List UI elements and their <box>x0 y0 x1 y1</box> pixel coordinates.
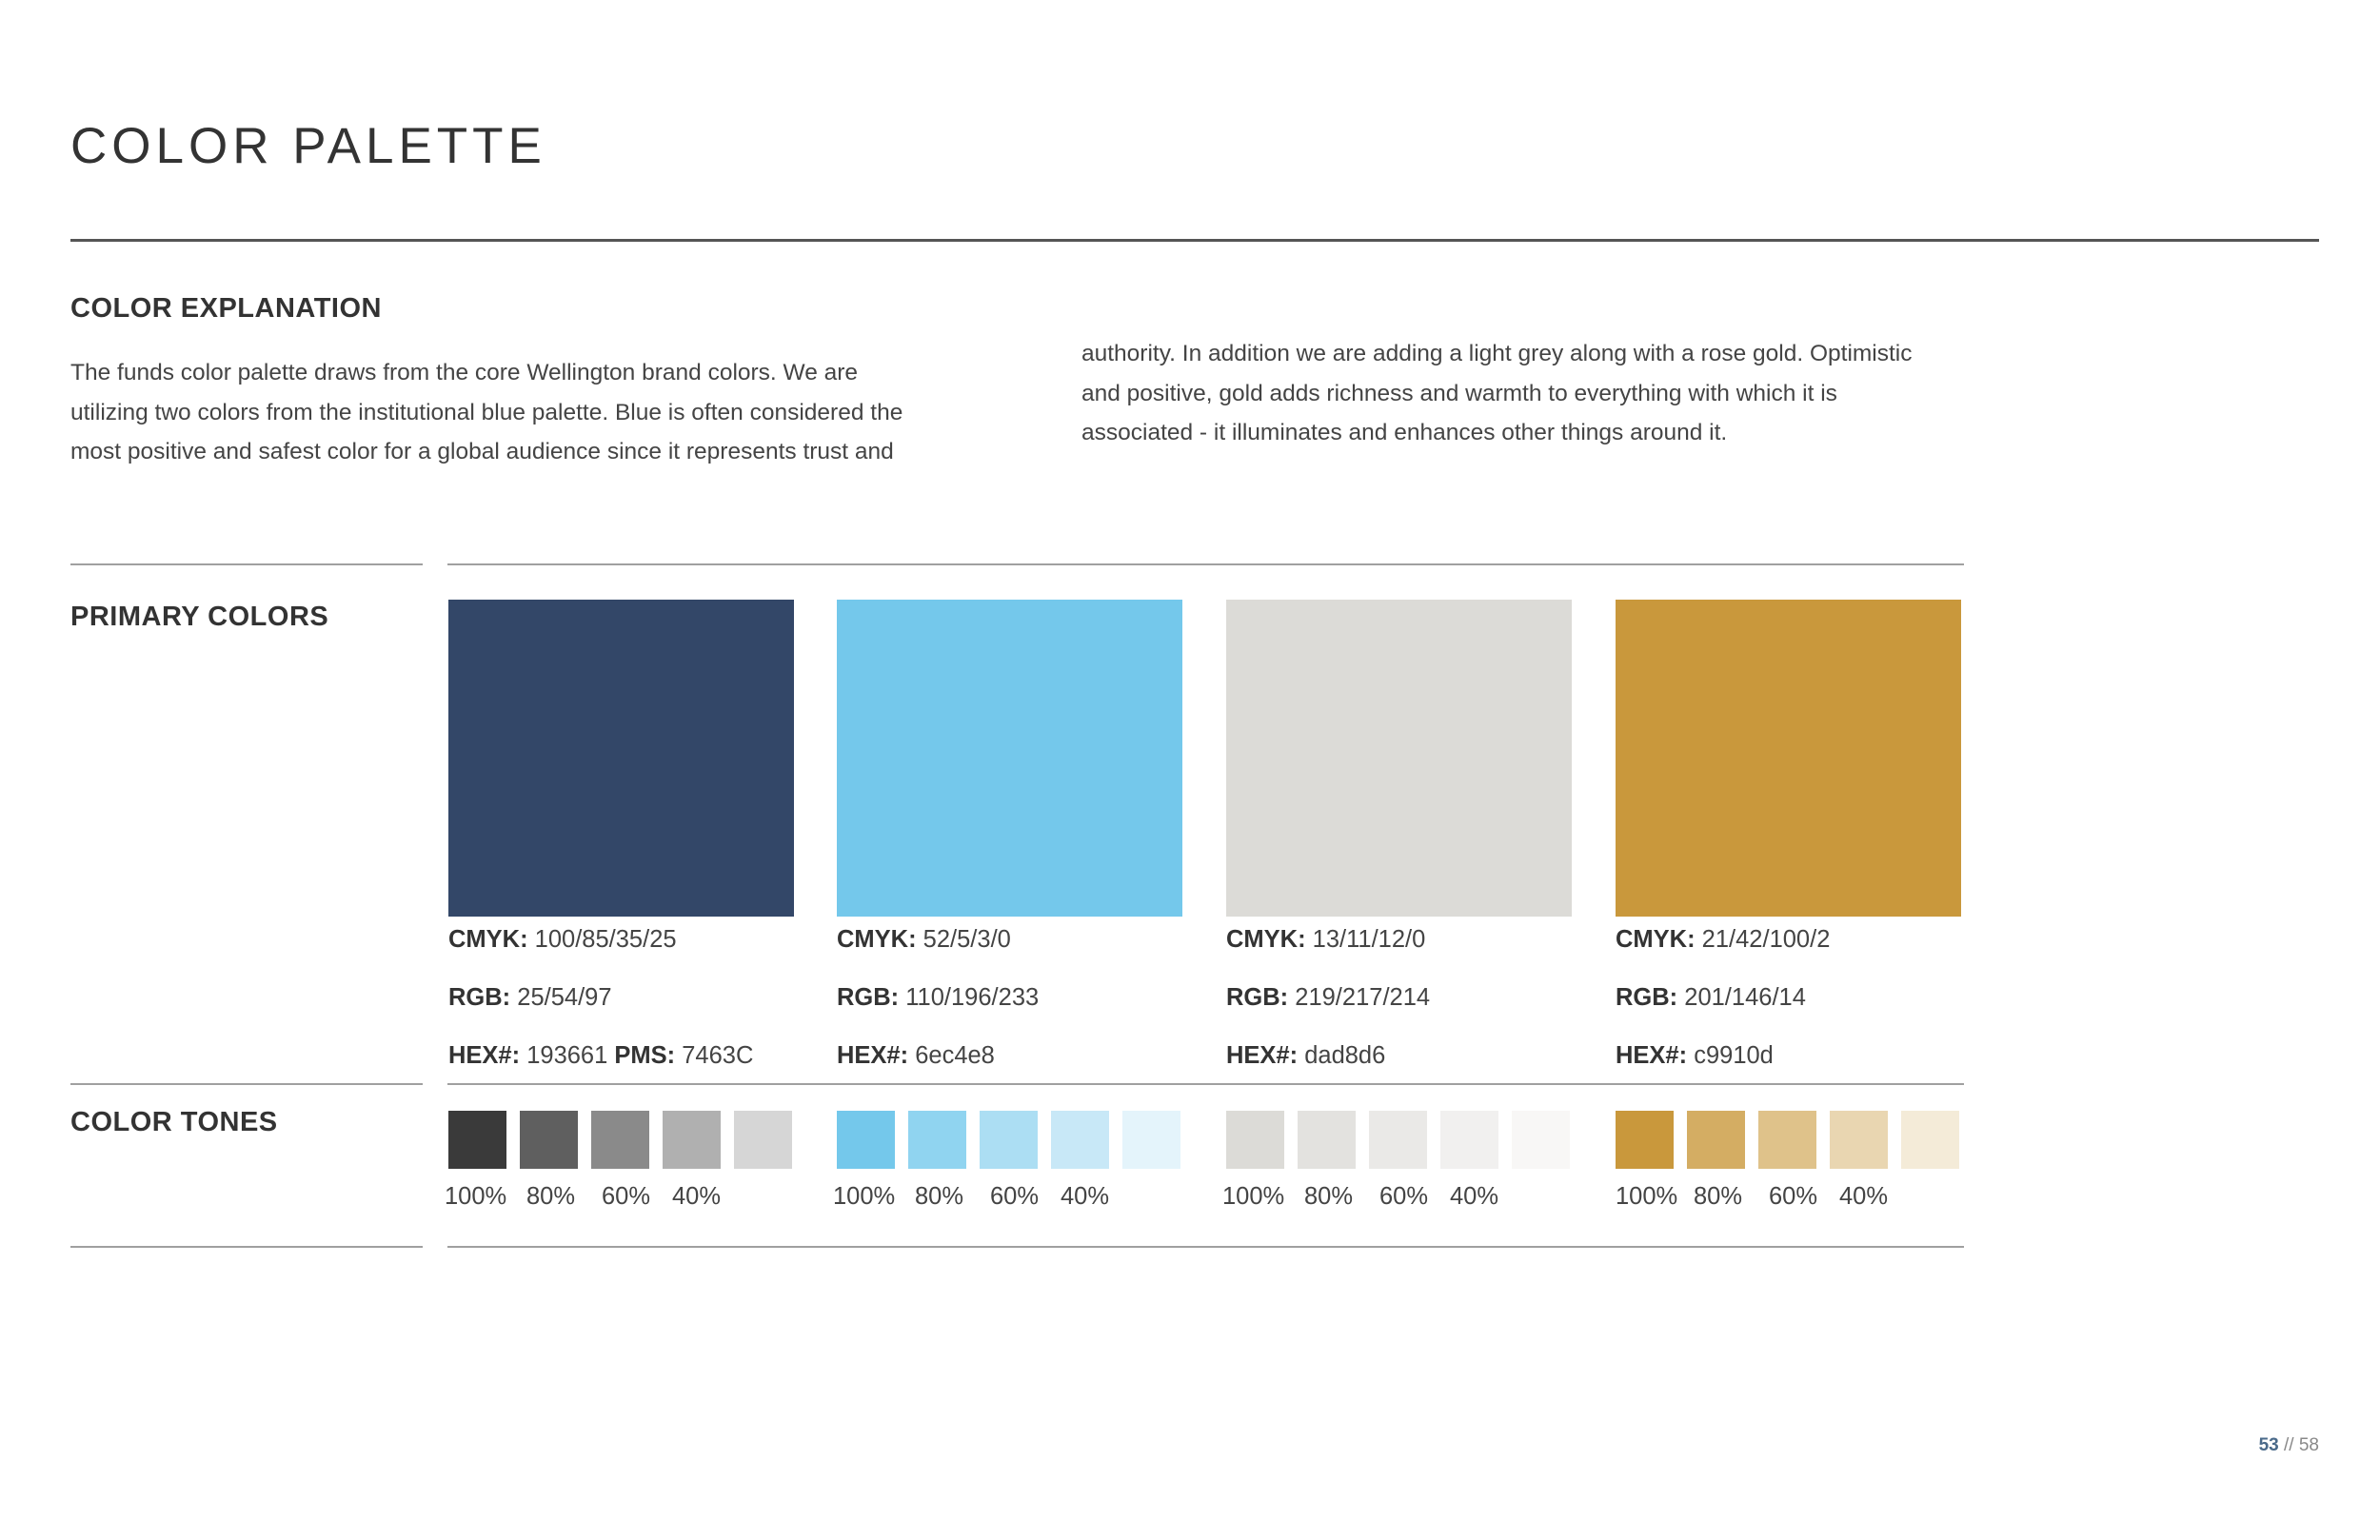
tone-labels <box>1616 1183 1888 1211</box>
rgb-spec <box>1226 984 1430 1012</box>
cmyk-label: CMYK: <box>837 926 917 953</box>
title-divider <box>70 239 2319 242</box>
tone-swatch <box>663 1111 721 1169</box>
hex-label: HEX#: <box>448 1042 521 1069</box>
rgb-spec <box>837 984 1039 1012</box>
tone-label: 60% <box>1379 1183 1429 1210</box>
cmyk-label: CMYK: <box>1616 926 1696 953</box>
tones-right-rule <box>447 1083 1964 1085</box>
tone-label: 60% <box>1769 1183 1818 1210</box>
rgb-spec <box>448 984 612 1012</box>
tone-labels <box>445 1183 721 1211</box>
tone-swatch <box>1512 1111 1570 1169</box>
tone-swatch <box>980 1111 1038 1169</box>
hex-spec <box>1616 1042 1774 1070</box>
tone-group-navy <box>448 1111 801 1169</box>
tone-label: 100% <box>833 1183 896 1210</box>
hex-spec <box>448 1042 753 1070</box>
explanation-column-1 <box>70 353 902 472</box>
tone-labels <box>833 1183 1109 1211</box>
pms-value: 7463C <box>682 1042 754 1069</box>
cmyk-spec <box>448 926 677 954</box>
cmyk-spec <box>837 926 1011 954</box>
cmyk-value: 21/42/100/2 <box>1701 926 1831 953</box>
swatch-navy <box>448 600 794 917</box>
rgb-value: 201/146/14 <box>1684 984 1806 1011</box>
tone-swatch <box>448 1111 506 1169</box>
cmyk-spec <box>1616 926 1830 954</box>
tone-swatch <box>1369 1111 1427 1169</box>
rgb-label: RGB: <box>837 984 900 1011</box>
bottom-left-rule <box>70 1246 423 1248</box>
tone-label: 60% <box>990 1183 1040 1210</box>
cmyk-spec <box>1226 926 1425 954</box>
current-page: 53 <box>2258 1435 2279 1455</box>
cmyk-label: CMYK: <box>448 926 528 953</box>
cmyk-value: 52/5/3/0 <box>922 926 1011 953</box>
tone-label: 80% <box>1304 1183 1354 1210</box>
explanation-line: utilizing two colors from the institutional blue palette. Blue is often considered the <box>70 399 903 425</box>
tone-swatch <box>908 1111 966 1169</box>
cmyk-value: 100/85/35/25 <box>534 926 677 953</box>
tone-labels <box>1222 1183 1498 1211</box>
tone-swatch <box>1901 1111 1959 1169</box>
tone-swatch <box>1226 1111 1284 1169</box>
hex-label: HEX#: <box>1226 1042 1299 1069</box>
rgb-value: 25/54/97 <box>517 984 612 1011</box>
color-explanation-heading: COLOR EXPLANATION <box>70 293 382 324</box>
primary-right-rule <box>447 563 1964 565</box>
rgb-value: 110/196/233 <box>905 984 1040 1011</box>
tone-label: 100% <box>1616 1183 1678 1210</box>
tone-swatch <box>1758 1111 1816 1169</box>
hex-value: 6ec4e8 <box>915 1042 995 1069</box>
tone-label: 40% <box>1061 1183 1110 1210</box>
tone-swatch <box>1298 1111 1356 1169</box>
tone-swatch <box>1122 1111 1180 1169</box>
tone-swatch <box>1830 1111 1888 1169</box>
rgb-label: RGB: <box>1226 984 1289 1011</box>
tone-swatch <box>1051 1111 1109 1169</box>
rgb-spec <box>1616 984 1806 1012</box>
tones-left-rule <box>70 1083 423 1085</box>
tone-label: 40% <box>1839 1183 1889 1210</box>
swatch-light-grey <box>1226 600 1572 917</box>
tone-swatch <box>1440 1111 1498 1169</box>
explanation-column-2 <box>1081 334 1913 453</box>
tone-swatch <box>1687 1111 1745 1169</box>
page-title: COLOR PALETTE <box>70 118 546 174</box>
cmyk-label: CMYK: <box>1226 926 1306 953</box>
explanation-line: The funds color palette draws from the core Wellington brand colors. We are <box>70 360 859 385</box>
page-separator: // <box>2284 1435 2294 1455</box>
tone-swatch <box>1616 1111 1674 1169</box>
rgb-value: 219/217/214 <box>1295 984 1431 1011</box>
tone-group-gold <box>1616 1111 1968 1169</box>
hex-spec <box>1226 1042 1385 1070</box>
tone-group-light-grey <box>1226 1111 1578 1169</box>
swatch-gold <box>1616 600 1961 917</box>
primary-colors-heading: PRIMARY COLORS <box>70 602 329 632</box>
tone-label: 60% <box>602 1183 651 1210</box>
explanation-line: authority. In addition we are adding a light grey along with a rose gold. Optimistic <box>1081 341 1913 366</box>
tone-label: 80% <box>1694 1183 1743 1210</box>
tone-label: 100% <box>445 1183 507 1210</box>
color-tones-heading: COLOR TONES <box>70 1107 278 1137</box>
hex-value: c9910d <box>1694 1042 1774 1069</box>
tone-group-sky-blue <box>837 1111 1189 1169</box>
page-number <box>2259 1435 2319 1456</box>
explanation-line: and positive, gold adds richness and warmth to everything with which it is <box>1081 380 1837 406</box>
hex-label: HEX#: <box>1616 1042 1688 1069</box>
hex-value: 193661 <box>526 1042 608 1069</box>
cmyk-value: 13/11/12/0 <box>1312 926 1426 953</box>
pms-label: PMS: <box>614 1042 676 1069</box>
hex-spec <box>837 1042 995 1070</box>
tone-label: 40% <box>672 1183 722 1210</box>
tone-swatch <box>520 1111 578 1169</box>
primary-left-rule <box>70 563 423 565</box>
rgb-label: RGB: <box>448 984 511 1011</box>
bottom-right-rule <box>447 1246 1964 1248</box>
tone-label: 80% <box>915 1183 964 1210</box>
tone-label: 40% <box>1450 1183 1499 1210</box>
tone-label: 80% <box>526 1183 576 1210</box>
tone-swatch <box>734 1111 792 1169</box>
hex-label: HEX#: <box>837 1042 909 1069</box>
swatch-sky-blue <box>837 600 1182 917</box>
total-pages: 58 <box>2298 1435 2319 1455</box>
explanation-line: most positive and safest color for a global audience since it represents trust and <box>70 439 894 464</box>
tone-label: 100% <box>1222 1183 1285 1210</box>
hex-value: dad8d6 <box>1304 1042 1386 1069</box>
rgb-label: RGB: <box>1616 984 1678 1011</box>
explanation-line: associated - it illuminates and enhances other things around it. <box>1081 420 1728 445</box>
tone-swatch <box>837 1111 895 1169</box>
tone-swatch <box>591 1111 649 1169</box>
